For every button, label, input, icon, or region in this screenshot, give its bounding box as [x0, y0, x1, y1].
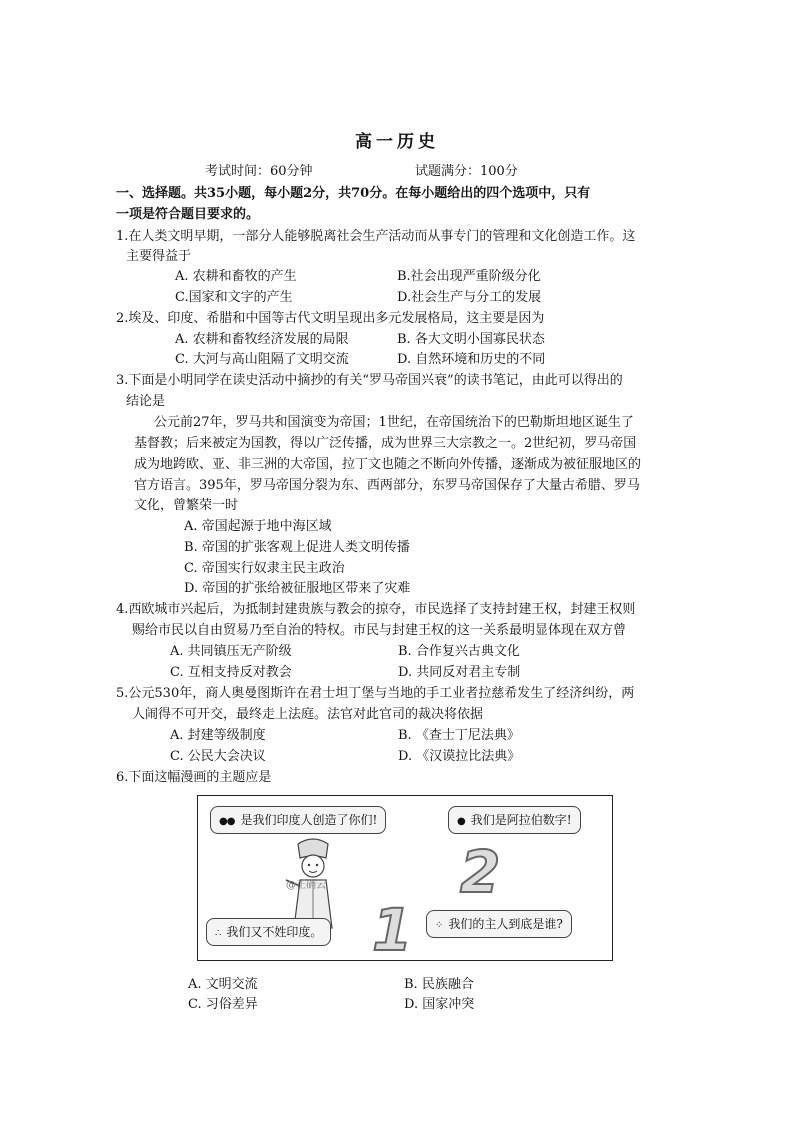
q3-passage-line1: 公元前27年，罗马共和国演变为帝国；1世纪，在帝国统治下的巴勒斯坦地区诞生了: [154, 415, 634, 430]
watermark: @正确云: [286, 880, 326, 891]
q4-stem-line2: 赐给市民以自由贸易乃至自治的特权。市民与封建王权的这一关系最明显体现在双方曾: [132, 623, 627, 638]
section-heading-line2: 一项是符合题目要求的。: [116, 207, 260, 222]
q2-stem-line1: 2.埃及、印度、希腊和中国等古代文明呈现出多元发展格局，这主要是因为: [116, 311, 545, 326]
numeral-1: 1: [372, 896, 413, 964]
dots-4-icon: ⁘: [435, 920, 443, 931]
numeral-2: 2: [460, 838, 501, 906]
full-score: 试题满分：100分: [415, 164, 518, 179]
q4-option-d: D. 共同反对君主专制: [398, 665, 521, 680]
speech-bubble-3: [206, 918, 331, 946]
dots-2-icon: ●●: [219, 816, 235, 827]
q6-option-c: C. 习俗差异: [188, 997, 258, 1012]
speech-bubble-1: [210, 806, 386, 834]
q5-stem-line2: 人闹得不可开交，最终走上法庭。法官对此官司的裁决将依据: [132, 707, 484, 722]
bubble-4-text: 我们的主人到底是谁?: [448, 917, 563, 931]
speech-bubble-2: [448, 806, 581, 834]
q1-option-a: A. 农耕和畜牧的产生: [175, 269, 297, 284]
q4-option-b: B. 合作复兴古典文化: [398, 644, 520, 659]
q6-option-d: D. 国家冲突: [404, 997, 475, 1012]
q2-option-c: C. 大河与高山阻隔了文明交流: [175, 352, 349, 367]
dots-3-icon: ∴: [215, 928, 221, 939]
q3-passage-line5: 文化，曾繁荣一时: [134, 498, 239, 513]
q4-option-a: A. 共同镇压无产阶级: [170, 644, 292, 659]
q3-passage-line2: 基督教；后来被定为国教，得以广泛传播，成为世界三大宗教之一。2世纪初，罗马帝国: [134, 436, 637, 451]
speech-bubble-4: [426, 910, 572, 938]
section-heading-line1: 一、选择题。共35小题，每小题2分，共70分。在每小题给出的四个选项中，只有: [116, 186, 591, 201]
q3-stem-line1: 3.下面是小明同学在读史活动中摘抄的有关“罗马帝国兴衰”的读书笔记，由此可以得出的: [116, 373, 623, 388]
bubble-2-text: 我们是阿拉伯数字!: [470, 813, 572, 827]
q6-option-b: B. 民族融合: [404, 977, 474, 992]
q3-stem-line2: 结论是: [126, 394, 166, 409]
exam-time: 考试时间：60分钟: [205, 164, 313, 179]
q1-option-d: D.社会生产与分工的发展: [397, 290, 542, 305]
dot-1-icon: ●: [457, 816, 465, 827]
q5-stem-line1: 5.公元530年，商人奥曼图斯许在君士坦丁堡与当地的手工业者拉慈希发生了经济纠纷，两: [116, 686, 635, 701]
q6-option-a: A. 文明交流: [188, 977, 258, 992]
q1-stem-line1: 1.在人类文明早期，一部分人能够脱离社会生产活动而从事专门的管理和文化创造工作。这: [116, 229, 636, 244]
q3-option-d: D. 帝国的扩张给被征服地区带来了灾难: [184, 581, 411, 596]
q5-option-d: D. 《汉谟拉比法典》: [398, 749, 521, 764]
page-title: 高一历史: [355, 132, 439, 152]
cartoon-image: [197, 795, 613, 964]
q1-option-c: C.国家和文字的产生: [175, 290, 293, 305]
q5-option-c: C. 公民大会决议: [170, 749, 266, 764]
q1-stem-line2: 主要得益于: [126, 249, 192, 264]
q2-option-b: B. 各大文明小国寡民状态: [397, 332, 545, 347]
q4-option-c: C. 互相支持反对教会: [170, 665, 292, 680]
q3-option-b: B. 帝国的扩张客观上促进人类文明传播: [184, 540, 410, 555]
bubble-3-text: 我们又不姓印度。: [226, 925, 323, 939]
q5-option-a: A. 封建等级制度: [170, 728, 266, 743]
q3-passage-line4: 官方语言。395年，罗马帝国分裂为东、西两部分，东罗马帝国保存了大量古希腊、罗马: [134, 478, 640, 493]
q3-option-a: A. 帝国起源于地中海区域: [184, 519, 332, 534]
q3-option-c: C. 帝国实行奴隶主民主政治: [184, 561, 345, 576]
q1-option-b: B.社会出现严重阶级分化: [397, 269, 541, 284]
q5-option-b: B. 《查士丁尼法典》: [398, 728, 520, 743]
q2-option-d: D. 自然环境和历史的不同: [397, 352, 546, 367]
q6-stem-line1: 6.下面这幅漫画的主题应是: [116, 770, 272, 785]
q2-option-a: A. 农耕和畜牧经济发展的局限: [175, 332, 349, 347]
q4-stem-line1: 4.西欧城市兴起后，为抵制封建贵族与教会的掠夺，市民选择了支持封建王权，封建王权则: [116, 602, 636, 617]
q3-passage-line3: 成为地跨欧、亚、非三洲的大帝国，拉丁文也随之不断向外传播，逐渐成为被征服地区的: [134, 457, 642, 472]
bubble-1-text: 是我们印度人创造了你们!: [240, 813, 378, 827]
